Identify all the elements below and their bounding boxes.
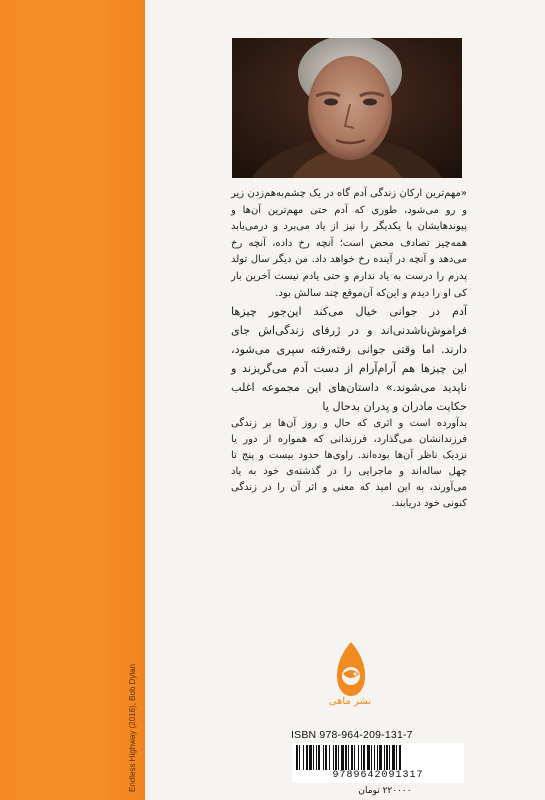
barcode-bar [325, 745, 327, 771]
barcode-bar [329, 745, 330, 771]
barcode-bar [323, 745, 324, 771]
fish-logo-icon [333, 640, 369, 698]
barcode-bar [333, 745, 334, 771]
blurb-paragraph-2: آدم در جوانی خیال می‌کند این‌جور چیزها فراموش‌ناشدنی‌اند و در ژرفای زندگی‌اش جای دارند. اما وقتی جوانی رفته‌رفته سپری می‌شود، این چیزها هم آرام‌آرام از دست آدم می‌گریزند و ناپدید می‌شوند.» داستان‌های این مجموعه اغلب حکایت مادران و پدران بدحال یا [231, 305, 467, 414]
barcode-bar [367, 745, 370, 771]
barcode-bar [296, 745, 298, 771]
publisher-name: نشر ماهی [328, 696, 372, 707]
barcode-bar [341, 745, 344, 771]
price-label: ۲۲۰۰۰۰ تومان [358, 786, 412, 796]
barcode-bar [338, 745, 339, 771]
isbn-number: ISBN 978-964-209-131-7 [291, 729, 413, 741]
barcode-bar [348, 745, 349, 771]
barcode-bar [316, 745, 317, 771]
back-cover-blurb [231, 186, 467, 512]
author-portrait-image [232, 38, 462, 178]
barcode-bar [396, 745, 397, 771]
cover-image-credit: Endless Highway (2016), Bob Dylan [128, 663, 137, 792]
barcode-bar [392, 745, 395, 771]
barcode-bar [306, 745, 308, 771]
barcode-bar [303, 745, 304, 771]
barcode-bar [358, 745, 359, 771]
book-spine [0, 0, 145, 800]
barcode-bar [351, 745, 353, 771]
barcode-bar [379, 745, 382, 771]
barcode-bar [363, 745, 365, 771]
barcode-digits: 9789642091317 [294, 770, 462, 781]
barcode-bar [345, 745, 347, 771]
blurb-paragraph-3: بدآورده است و اثری که حال و روز آن‌ها بر زندگی فرزندانشان می‌گذارد، فرزندانی که همواره از دور یا نزدیک ناظر آن‌ها بوده‌اند. راوی‌ها حدود بیست و پنج تا چهل ساله‌اند و ماجرایی را در گذشته‌ی خود به یاد می‌آورند، به این امید که معنی و اثر آن را در زندگی کنونی خود دریابند. [231, 418, 467, 510]
barcode-bar [318, 745, 320, 771]
barcode-bar [335, 745, 337, 771]
barcode-bar [374, 745, 375, 771]
barcode-bar [399, 745, 401, 771]
barcode-bar [361, 745, 362, 771]
barcode-bar [309, 745, 312, 771]
barcode-bar [377, 745, 378, 771]
barcode-bar [313, 745, 314, 771]
barcode-bar [386, 745, 388, 771]
blurb-paragraph-1: «مهم‌ترین ارکان زندگی آدم گاه در یک چشم‌به‌هم‌زدن زیر و رو می‌شود، طوری که آدم حتی مهم‌ترین آن‌ها و پیوندهایشان با یکدیگر را نیز از یاد می‌برد و درمی‌یابد همه‌چیز تصادف محض است؛ آنچه رخ داده، آنچه رخ می‌دهد و آنچه در آینده رخ خواهد داد. من دیگر سال تولد پدرم را درست به یاد ندارم و حتی یادم نیست آخرین بار کی او را دیدم و این‌که آن‌موقع چند سالش بود. [231, 188, 467, 299]
barcode-bar [354, 745, 355, 771]
barcode-bar [389, 745, 390, 771]
barcode-bar [371, 745, 372, 771]
author-photo [232, 38, 462, 178]
back-cover [145, 0, 545, 800]
barcode-bar [384, 745, 385, 771]
barcode-bar [299, 745, 300, 771]
